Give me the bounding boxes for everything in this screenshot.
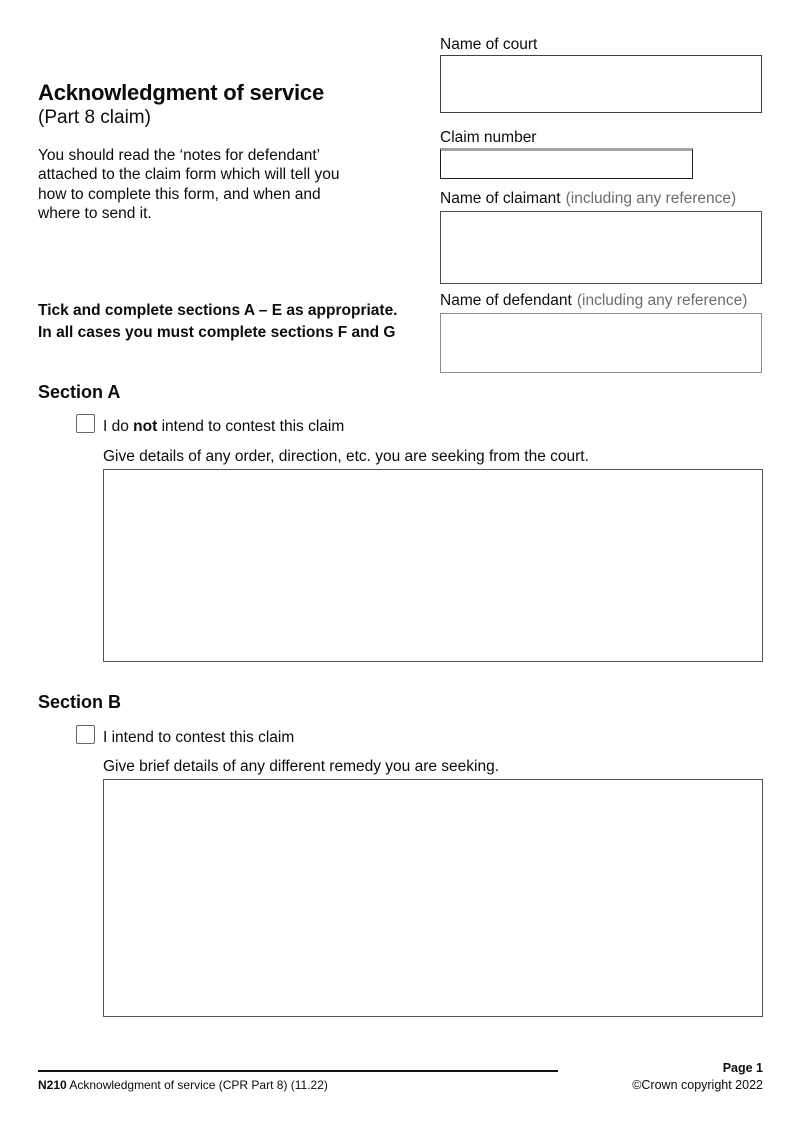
footer-form-code: N210 [38, 1078, 67, 1092]
copyright-notice: ©Crown copyright 2022 [632, 1078, 763, 1092]
intro-line: You should read the ‘notes for defendant’ [38, 147, 321, 164]
completion-instructions [38, 300, 398, 343]
claimant-reference-note: (including any reference) [565, 190, 737, 207]
defendant-name-input[interactable] [440, 313, 762, 373]
form-title: Acknowledgment of service [38, 80, 324, 105]
section-a-details-input[interactable] [103, 469, 763, 662]
footer-form-reference [38, 1078, 328, 1092]
footer-divider [38, 1070, 558, 1072]
section-a-checkbox[interactable] [76, 414, 95, 433]
form-subtitle: (Part 8 claim) [38, 107, 151, 128]
section-b-heading: Section B [38, 692, 122, 712]
intro-paragraph [38, 146, 340, 224]
claimant-name-input[interactable] [440, 211, 762, 284]
defendant-name-label: Name of defendant (including any reference) [440, 292, 748, 309]
claim-number-input[interactable] [440, 148, 693, 179]
section-a-checkbox-label: I do not intend to contest this claim [103, 418, 345, 435]
section-b-prompt: Give brief details of any different remedy you are seeking. [103, 758, 500, 775]
page-number: Page 1 [722, 1061, 763, 1075]
claim-number-label: Claim number [440, 129, 537, 146]
intro-line: attached to the claim form which will tell you [38, 166, 340, 184]
intro-line: where to send it. [38, 205, 152, 223]
defendant-reference-note: (including any reference) [576, 292, 748, 309]
section-b-details-input[interactable] [103, 779, 763, 1017]
instruction-line: In all cases you must complete sections F and G [38, 323, 396, 341]
intro-line: how to complete this form, and when and [38, 185, 321, 203]
section-b-checkbox[interactable] [76, 725, 95, 744]
section-a-prompt: Give details of any order, direction, etc. you are seeking from the court. [103, 448, 589, 465]
court-name-label: Name of court [440, 36, 538, 53]
section-a-heading: Section A [38, 382, 121, 402]
claimant-name-label: Name of claimant (including any reference) [440, 190, 737, 207]
footer-form-title: Acknowledgment of service (CPR Part 8) (11.22) [69, 1078, 328, 1092]
court-name-input[interactable] [440, 55, 762, 113]
section-b-checkbox-label: I intend to contest this claim [103, 729, 295, 746]
instruction-line: Tick and complete sections A – E as appropriate. [38, 302, 398, 319]
